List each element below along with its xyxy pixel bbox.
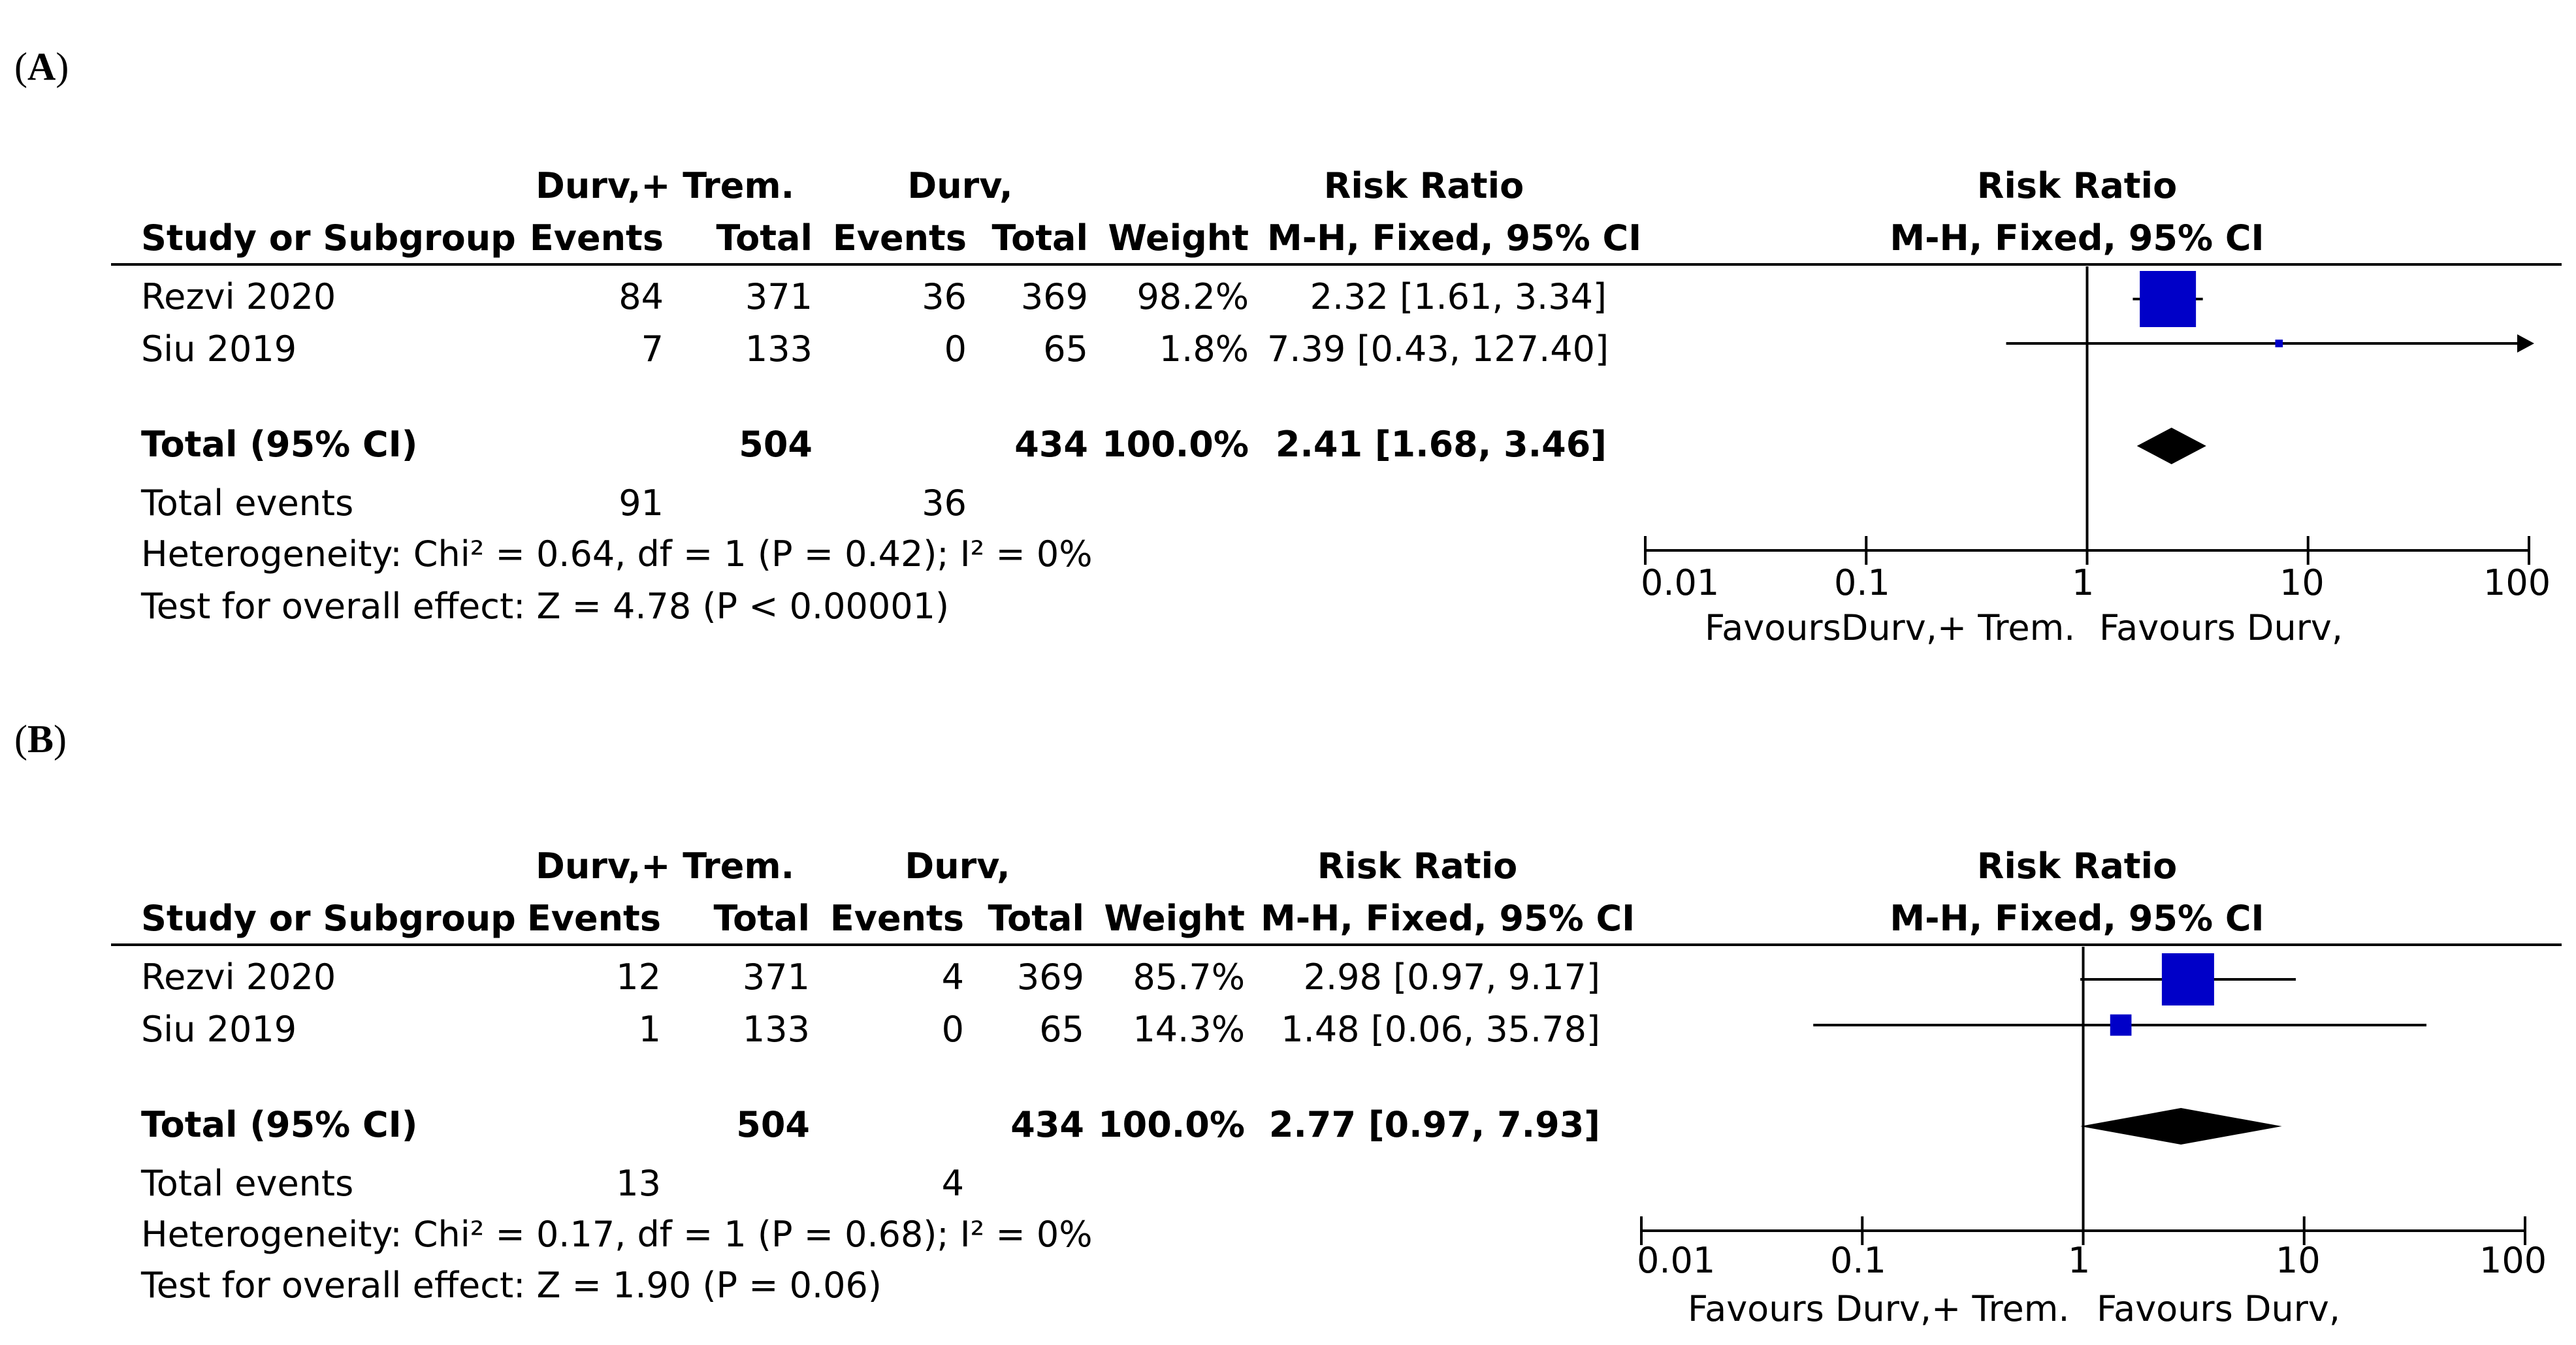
events1-header: Events (526, 898, 661, 939)
events2-header: Events (829, 898, 964, 939)
total-weight: 100.0% (1098, 1104, 1245, 1145)
total2-value: 65 (1039, 1009, 1084, 1050)
plot-method-header: M-H, Fixed, 95% CI (1890, 898, 2264, 939)
axis-tick-label: 0.01 (1637, 1240, 1716, 1281)
study-col-header: Study or Subgroup (141, 898, 516, 939)
events1-value: 12 (616, 957, 661, 998)
overall-effect-text: Test for overall effect: Z = 4.78 (P < 0.00001) (141, 586, 950, 627)
forest-plot-a (0, 0, 2576, 672)
weight-value: 98.2% (1136, 276, 1249, 317)
total1-sum: 504 (739, 424, 813, 465)
events1-header: Events (529, 217, 664, 259)
axis-tick-label: 0.1 (1830, 1240, 1886, 1281)
group2-header: Durv, (907, 165, 1013, 206)
axis-tick-label: 1 (2072, 562, 2095, 603)
weight-header: Weight (1108, 217, 1249, 259)
total-events2: 36 (922, 483, 967, 524)
total-events-label: Total events (141, 483, 354, 524)
total1-sum: 504 (736, 1104, 810, 1145)
events2-value: 0 (941, 1009, 964, 1050)
events2-value: 0 (944, 328, 967, 370)
favours-left-label: FavoursDurv,+ Trem. (1705, 607, 2076, 648)
overall-effect-text: Test for overall effect: Z = 1.90 (P = 0.06) (141, 1265, 882, 1306)
plot-title-header: Risk Ratio (1976, 846, 2178, 887)
panel-label: (B) (14, 718, 67, 761)
total2-value: 65 (1043, 328, 1088, 370)
favours-right-label: Favours Durv, (2097, 1288, 2341, 1329)
weight-value: 14.3% (1133, 1009, 1245, 1050)
panel-label: (A) (14, 45, 69, 88)
events2-value: 4 (941, 957, 964, 998)
group1-header: Durv,+ Trem. (536, 846, 795, 887)
total-label: Total (95% CI) (141, 1104, 418, 1145)
total2-value: 369 (1016, 957, 1084, 998)
study-name: Siu 2019 (141, 1009, 297, 1050)
total-events2: 4 (941, 1163, 964, 1204)
total-ci: 2.41 [1.68, 3.46] (1275, 424, 1607, 465)
total1-value: 133 (745, 328, 813, 370)
ci-value: 2.98 [0.97, 9.17] (1303, 957, 1600, 998)
study-col-header: Study or Subgroup (141, 217, 516, 259)
forest-plot-graphic (0, 0, 2576, 672)
total-events-label: Total events (141, 1163, 354, 1204)
favours-left-label: Favours Durv,+ Trem. (1688, 1288, 2070, 1329)
axis-tick-label: 1 (2068, 1240, 2091, 1281)
group2-header: Durv, (905, 846, 1010, 887)
study-point (2140, 271, 2196, 327)
total-events1: 91 (619, 483, 664, 524)
total2-header: Total (988, 898, 1084, 939)
events1-value: 7 (641, 328, 664, 370)
total1-header: Total (716, 217, 813, 259)
forest-plot-b (0, 672, 2576, 1345)
rr-method-header: M-H, Fixed, 95% CI (1261, 898, 1635, 939)
plot-title-header: Risk Ratio (1976, 165, 2178, 206)
ci-value: 7.39 [0.43, 127.40] (1267, 328, 1609, 370)
axis-tick-label: 0.01 (1641, 562, 1720, 603)
study-point (2110, 1015, 2132, 1036)
ci-arrow (2517, 334, 2534, 353)
events1-value: 84 (619, 276, 664, 317)
pooled-diamond (2137, 428, 2206, 464)
axis-tick-label: 10 (2279, 562, 2325, 603)
total2-value: 369 (1020, 276, 1088, 317)
axis-tick-label: 100 (2483, 562, 2551, 603)
total1-value: 371 (745, 276, 813, 317)
total2-sum: 434 (1014, 424, 1088, 465)
total1-header: Total (713, 898, 810, 939)
axis-tick-label: 100 (2479, 1240, 2547, 1281)
group1-header: Durv,+ Trem. (536, 165, 795, 206)
rr-method-header: M-H, Fixed, 95% CI (1267, 217, 1642, 259)
study-point (2275, 340, 2283, 347)
events2-value: 36 (922, 276, 967, 317)
rr-title-header: Risk Ratio (1317, 846, 1518, 887)
study-name: Rezvi 2020 (141, 276, 336, 317)
study-point (2162, 953, 2214, 1005)
ci-value: 1.48 [0.06, 35.78] (1281, 1009, 1600, 1050)
weight-header: Weight (1104, 898, 1245, 939)
events2-header: Events (832, 217, 967, 259)
heterogeneity-text: Heterogeneity: Chi² = 0.17, df = 1 (P = 0.68); I² = 0% (141, 1214, 1093, 1255)
rr-title-header: Risk Ratio (1323, 165, 1524, 206)
total2-header: Total (991, 217, 1088, 259)
total-events1: 13 (616, 1163, 661, 1204)
total-ci: 2.77 [0.97, 7.93] (1268, 1104, 1600, 1145)
heterogeneity-text: Heterogeneity: Chi² = 0.64, df = 1 (P = 0.42); I² = 0% (141, 533, 1093, 575)
events1-value: 1 (638, 1009, 661, 1050)
plot-method-header: M-H, Fixed, 95% CI (1890, 217, 2264, 259)
total2-sum: 434 (1010, 1104, 1084, 1145)
axis-tick-label: 0.1 (1834, 562, 1890, 603)
ci-value: 2.32 [1.61, 3.34] (1310, 276, 1607, 317)
total1-value: 133 (742, 1009, 810, 1050)
weight-value: 1.8% (1159, 328, 1249, 370)
study-name: Siu 2019 (141, 328, 297, 370)
study-name: Rezvi 2020 (141, 957, 336, 998)
forest-plot-graphic (0, 672, 2576, 1345)
pooled-diamond (2080, 1108, 2282, 1145)
favours-right-label: Favours Durv, (2099, 607, 2343, 648)
total-weight: 100.0% (1102, 424, 1249, 465)
weight-value: 85.7% (1133, 957, 1245, 998)
axis-tick-label: 10 (2276, 1240, 2321, 1281)
total1-value: 371 (742, 957, 810, 998)
total-label: Total (95% CI) (141, 424, 418, 465)
